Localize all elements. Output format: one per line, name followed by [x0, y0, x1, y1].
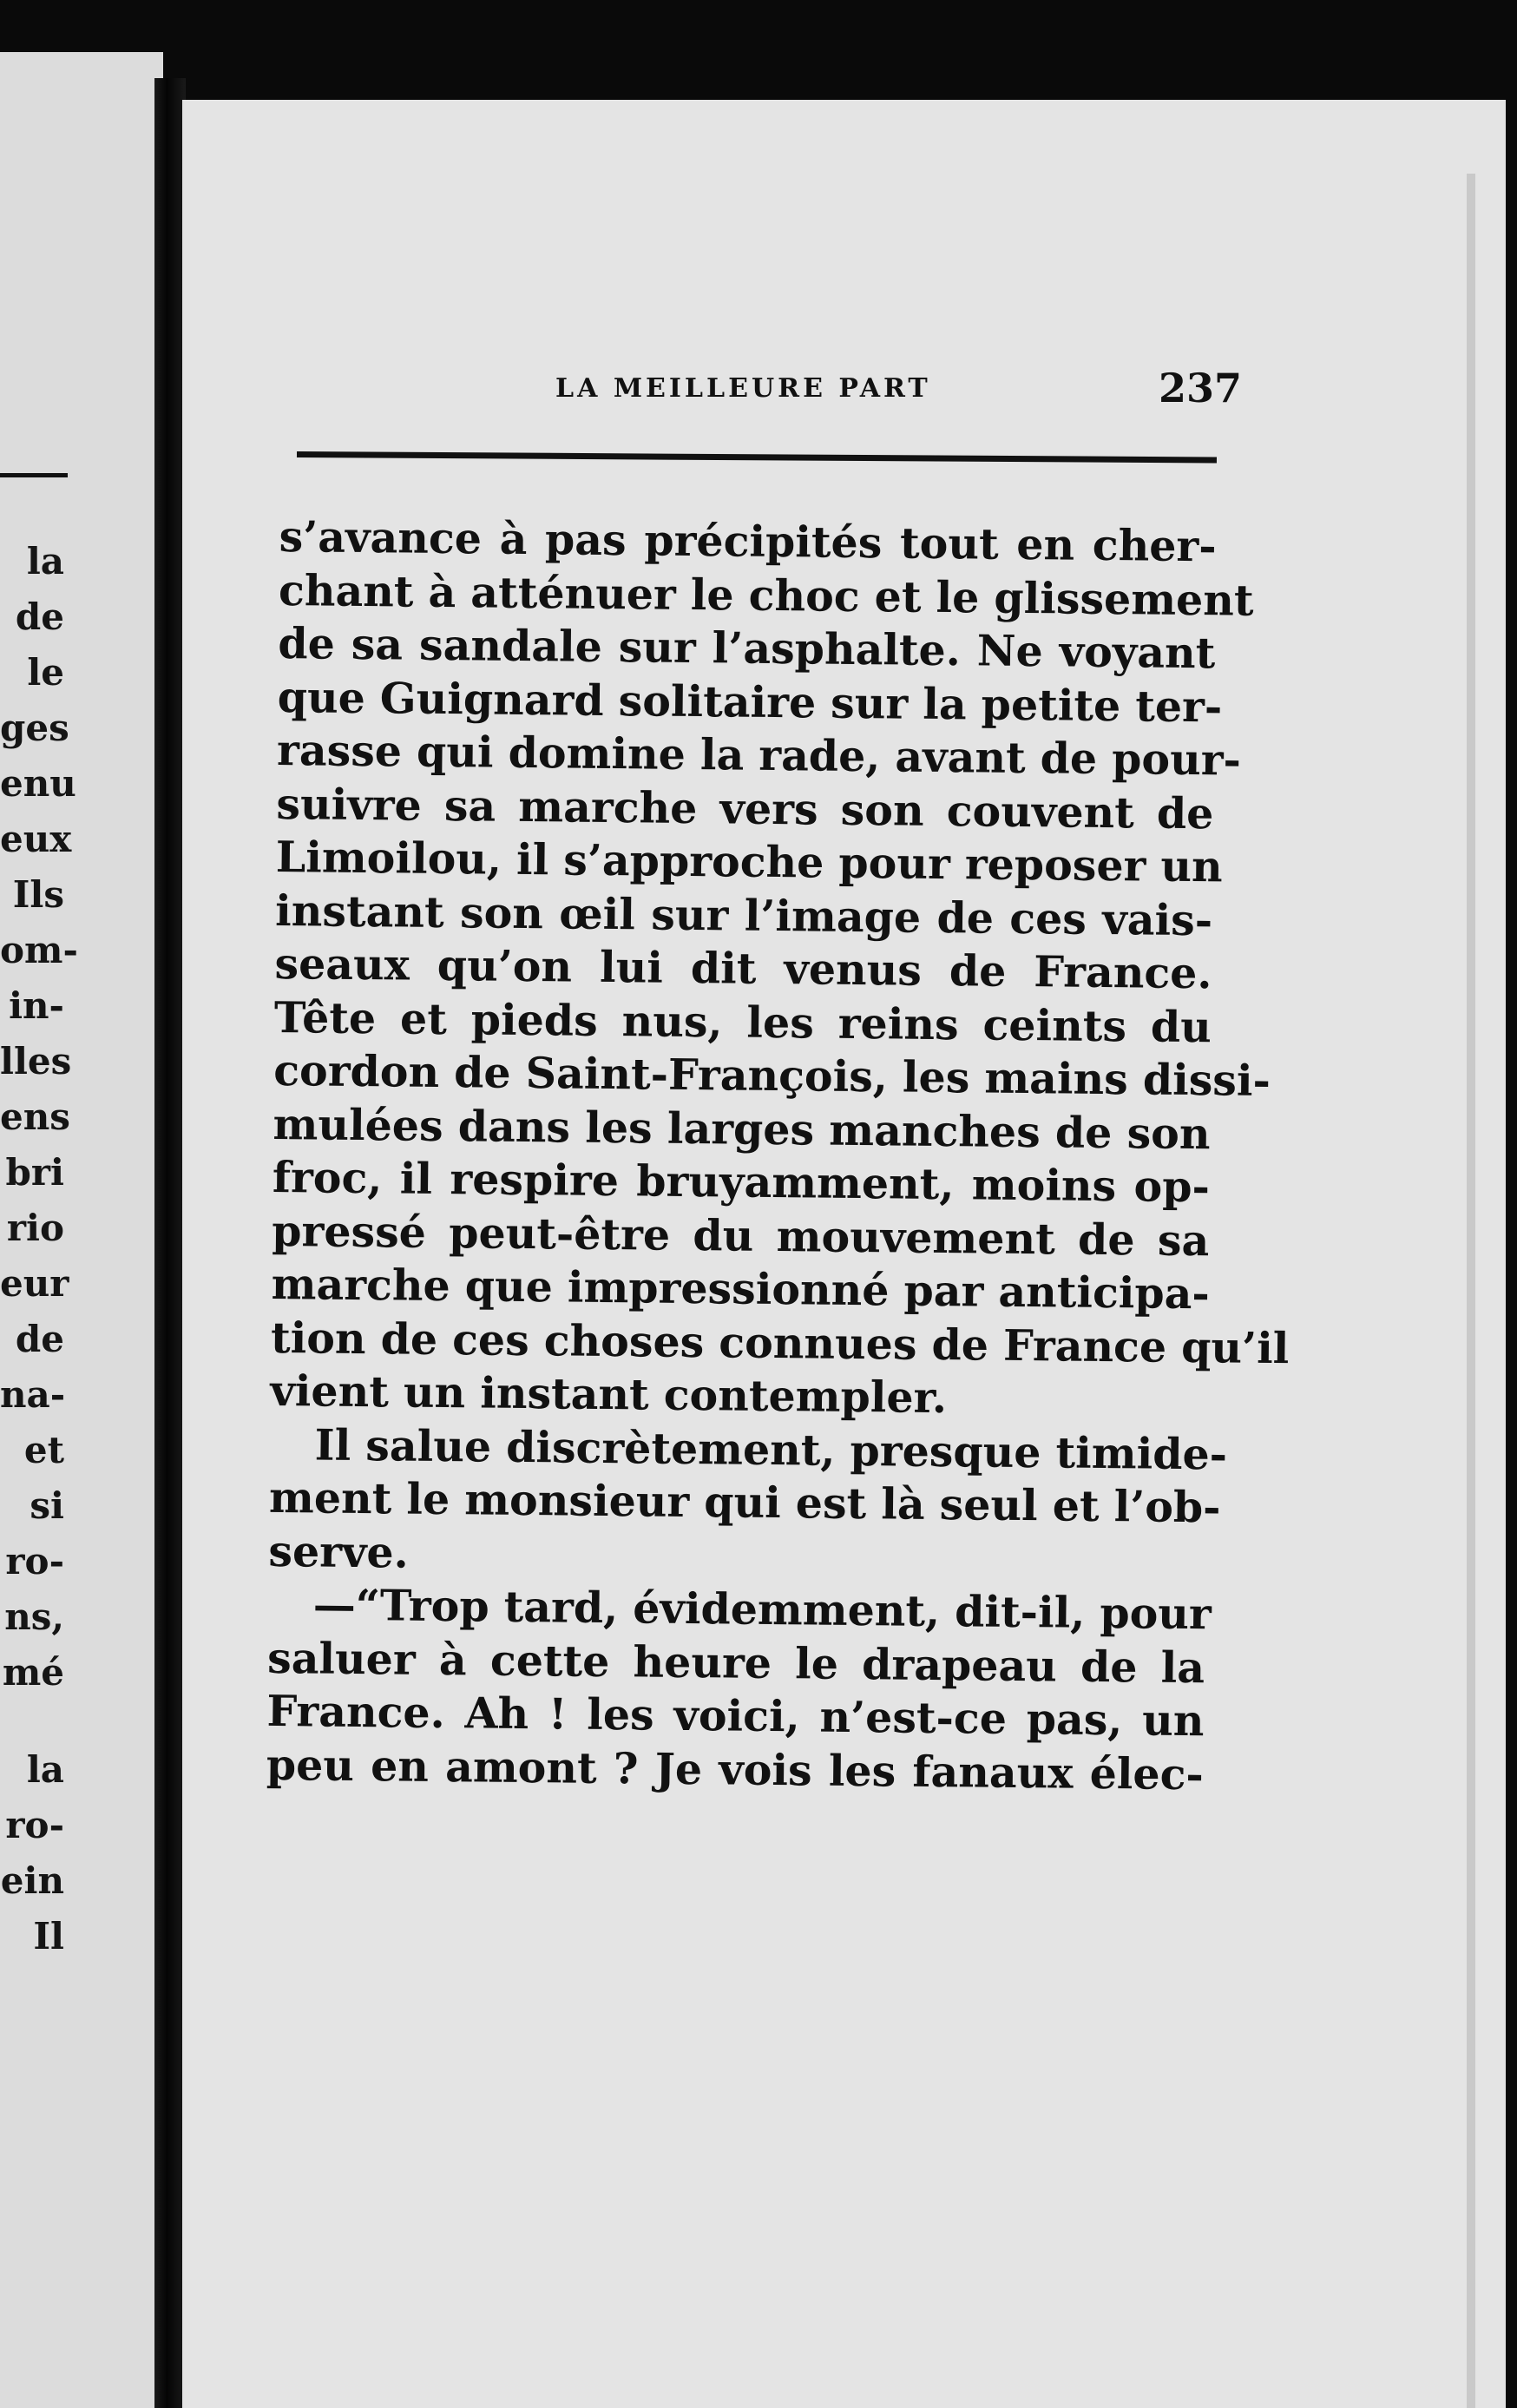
previous-page-text-fragments: [0, 534, 78, 1964]
line-fragment: eur: [0, 1262, 69, 1305]
text-line: chant à atténuer le choc et le glissement: [278, 564, 1254, 626]
line-fragment: Ils: [12, 873, 64, 916]
text-line: que Guignard solitaire sur la petite ter-: [277, 671, 1223, 732]
text-line: Tête et pieds nus, les reins ceints du: [273, 991, 1212, 1052]
text-line: rasse qui domine la rade, avant de pour-: [276, 724, 1242, 786]
line-fragment: [0, 1701, 64, 1742]
text-line: marche que impressionné par anticipa-: [271, 1258, 1211, 1319]
text-line: pressé peut-être du mouvement de sa: [272, 1205, 1210, 1266]
line-fragment: bri: [5, 1151, 64, 1194]
page-number: 237: [1159, 365, 1243, 411]
line-fragment: de: [15, 1318, 64, 1360]
text-line: Il salue discrètement, presque timide-: [314, 1418, 1228, 1479]
line-fragment: mé: [2, 1651, 64, 1694]
text-line: Limoilou, il s’approche pour reposer un: [275, 831, 1223, 892]
text-line: suivre sa marche vers son couvent de: [276, 778, 1214, 839]
text-line: —“Trop tard, évidemment, dit-il, pour: [312, 1579, 1212, 1640]
line-fragment: ein: [0, 1859, 64, 1902]
book-binding: [154, 78, 186, 2408]
text-line: France. Ah ! les voici, n’est-ce pas, un: [266, 1685, 1205, 1747]
line-fragment: ns,: [4, 1595, 64, 1638]
line-fragment: om-: [0, 929, 78, 971]
text-line: ment le monsieur qui est là seul et l’ob-: [268, 1471, 1221, 1533]
line-fragment: ens: [0, 1095, 70, 1138]
line-fragment: la: [26, 1748, 64, 1791]
line-fragment: enu: [0, 762, 76, 805]
line-fragment: Il: [33, 1915, 64, 1957]
line-fragment: et: [23, 1429, 64, 1471]
text-line: froc, il respire bruyamment, moins op-: [272, 1151, 1211, 1213]
text-line: serve.: [268, 1525, 410, 1578]
text-line: mulées dans les larges manches de son: [273, 1098, 1211, 1159]
line-fragment: ro-: [5, 1804, 64, 1846]
line-fragment: ro-: [5, 1540, 64, 1582]
text-line: tion de ces choses connues de France qu’il: [270, 1312, 1290, 1373]
text-line: cordon de Saint-François, les mains dissi-: [273, 1044, 1271, 1106]
line-fragment: le: [27, 651, 64, 694]
text-line: de sa sandale sur l’asphalte. Ne voyant: [278, 617, 1216, 679]
previous-page-edge: [0, 52, 163, 2408]
line-fragment: de: [15, 595, 64, 638]
body-text: [266, 510, 1290, 1801]
text-line: peu en amont ? Je vois les fanaux élec-: [266, 1739, 1205, 1799]
line-fragment: na-: [0, 1373, 66, 1416]
line-fragment: si: [30, 1484, 64, 1527]
line-fragment: ges: [0, 707, 69, 749]
running-title: LA MEILLEURE PART: [555, 373, 931, 404]
text-line: saluer à cette heure le drapeau de la: [266, 1632, 1205, 1693]
text-line: instant son œil sur l’image de ces vais-: [274, 885, 1213, 945]
line-fragment: la: [26, 540, 64, 582]
line-fragment: in-: [9, 984, 64, 1027]
text-line: seaux qu’on lui dit venus de France.: [274, 938, 1212, 999]
line-fragment: lles: [0, 1040, 72, 1082]
page-edge-shadow: [1467, 174, 1475, 2408]
text-line: s’avance à pas précipités tout en cher-: [279, 510, 1217, 572]
line-fragment: rio: [6, 1207, 64, 1249]
previous-page-rule: [0, 473, 68, 477]
line-fragment: eux: [0, 818, 72, 860]
text-line: vient un instant contempler.: [270, 1365, 948, 1424]
